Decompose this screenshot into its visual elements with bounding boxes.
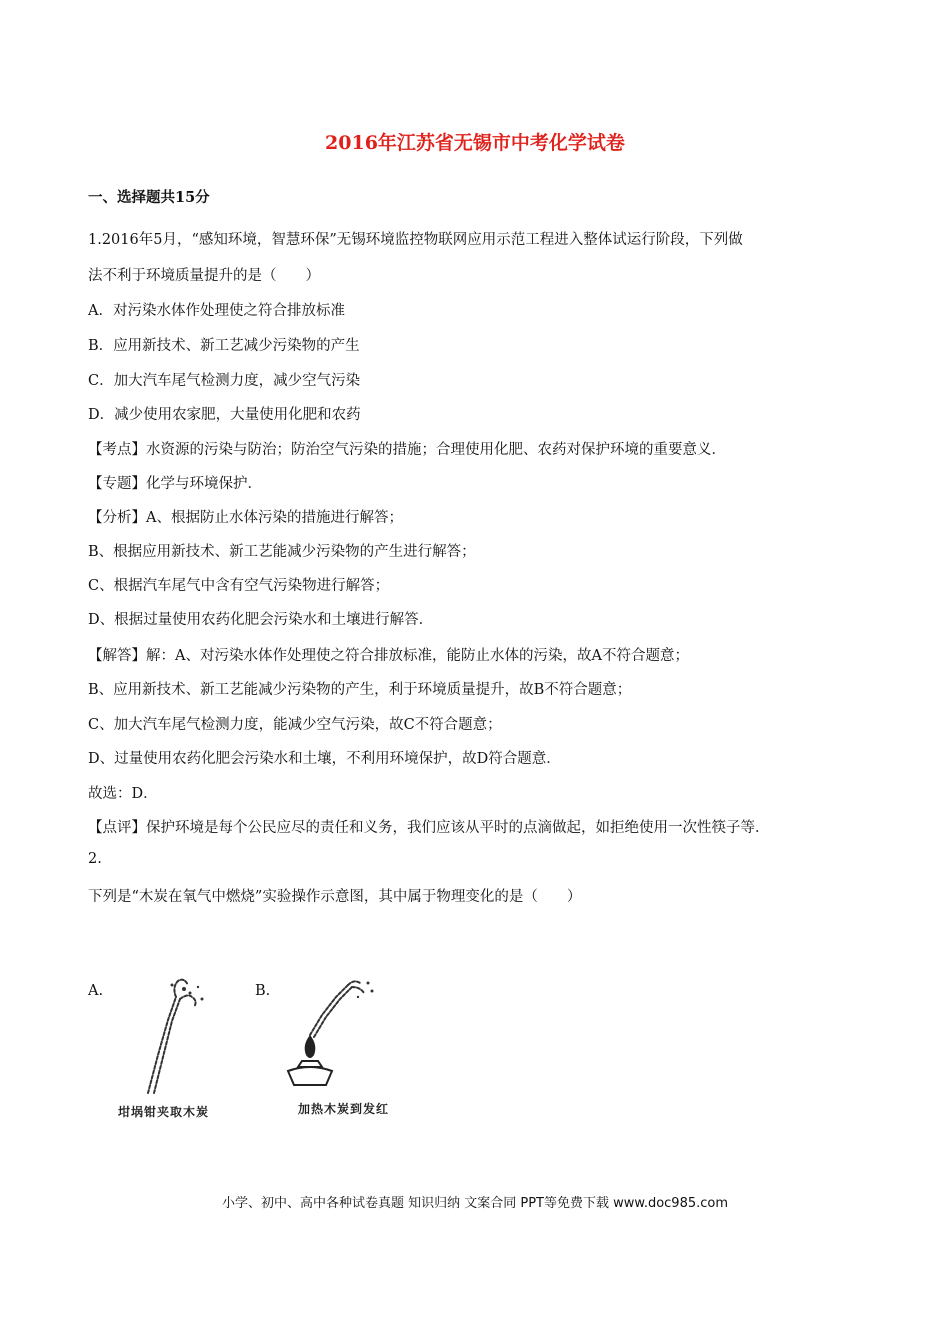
option-c: C．加大汽车尾气检测力度，减少空气污染 <box>88 373 361 389</box>
answer-choice: 故选：D． <box>88 786 158 802</box>
figure-b-caption: 加热木炭到发红 <box>298 1102 390 1116</box>
analysis-line-1: 【分析】A、根据防止水体污染的措施进行解答； <box>88 510 403 526</box>
question-1-stem-line-2: 法不利于环境质量提升的是（ ） <box>88 268 320 284</box>
answer-line-3: C、加大汽车尾气检测力度，能减少空气污染，故C不符合题意； <box>88 717 502 733</box>
question-2-stem: 下列是“木炭在氧气中燃烧”实验操作示意图，其中属于物理变化的是（ ） <box>88 889 582 905</box>
comment: 【点评】保护环境是每个公民应尽的责任和义务，我们应该从平时的点滴做起，如拒绝使用一次性筷子等． <box>88 820 770 836</box>
answer-line-4: D、过量使用农药化肥会污染水和土壤，不利用环境保护，故D符合题意． <box>88 751 561 767</box>
figure-b-label: B. <box>255 983 271 999</box>
analysis-line-2: B、根据应用新技术、新工艺能减少污染物的产生进行解答； <box>88 544 476 560</box>
analysis-line-4: D、根据过量使用农药化肥会污染水和土壤进行解答． <box>88 612 434 628</box>
figure-a-label: A. <box>88 983 104 999</box>
option-d: D．减少使用农家肥，大量使用化肥和农药 <box>88 407 361 423</box>
analysis-line-3: C、根据汽车尾气中含有空气污染物进行解答； <box>88 578 390 594</box>
heating-charcoal-figure <box>282 975 402 1100</box>
option-b: B．应用新技术、新工艺减少污染物的产生 <box>88 338 360 354</box>
answer-line-2: B、应用新技术、新工艺能减少污染物的产生，利于环境质量提升，故B不符合题意； <box>88 682 632 698</box>
key-point: 【考点】水资源的污染与防治；防治空气污染的措施；合理使用化肥、农药对保护环境的重要意义． <box>88 442 726 458</box>
page-footer: 小学、初中、高中各种试卷真题 知识归纳 文案合同 PPT等免费下载 www.doc985.com <box>221 1196 729 1211</box>
tongs-picking-charcoal-figure <box>118 975 233 1100</box>
figure-a-caption: 坩埚钳夹取木炭 <box>118 1105 210 1119</box>
answer-line-1: 【解答】解：A、对污染水体作处理使之符合排放标准，能防止水体的污染，故A不符合题意； <box>88 648 689 664</box>
option-a: A．对污染水体作处理使之符合排放标准 <box>88 303 345 319</box>
section-heading: 一、选择题共15分 <box>88 189 210 206</box>
question-2-number: 2. <box>88 851 102 867</box>
topic: 【专题】化学与环境保护． <box>88 476 262 492</box>
question-1-stem-line-1: 1.2016年5月，“感知环境，智慧环保”无锡环境监控物联网应用示范工程进入整体试运行阶段，下列做 <box>88 232 743 248</box>
document-title: 2016年江苏省无锡市中考化学试卷 <box>325 132 625 154</box>
